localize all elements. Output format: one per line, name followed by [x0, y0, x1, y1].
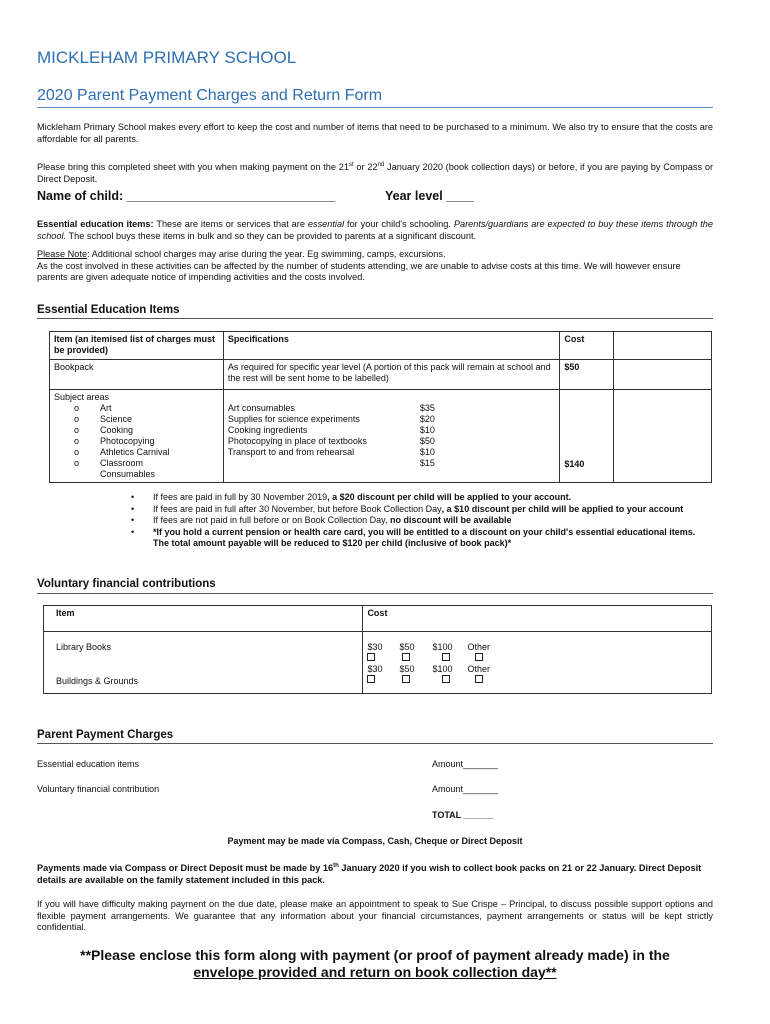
- payment-difficulty-note: If you will have difficulty making payment on the due date, please make an appointment to speak to Sue Crispe – Principal, to discuss possible support options and flexible payment arrangements. We guarantee that any information about your financial circumstances, payment arrangements or status will be kept strictly confidential.: [37, 899, 713, 932]
- charges-section-rule: [37, 743, 713, 744]
- col-cost-header: Cost: [560, 332, 614, 360]
- subject-list: o Art o Science o Cooking o Photocopying o Athletics Carnival o Classroom Consumables: [54, 403, 219, 480]
- essential-section-heading: Essential Education Items: [37, 304, 180, 316]
- bookpack-spec: As required for specific year level (A portion of this pack will remain at school and the rest will be sent home to be labelled): [223, 360, 560, 390]
- charges-section-heading: Parent Payment Charges: [37, 729, 174, 741]
- list-item: • If fees are not paid in full before or on Book Collection Day, no discount will be available: [153, 515, 708, 527]
- col-blank: [614, 332, 712, 360]
- fee-discount-list: [153, 492, 708, 550]
- buildings-other-checkbox[interactable]: [475, 675, 483, 683]
- table-row: [44, 632, 712, 694]
- essential-items-note: Essential education items: These are items or services that are essential for your child's schooling. Parents/guardians are expected to buy these items through the school. The school buys these items in bulk and so they can be provided to parents at a significant discount.: [37, 219, 713, 241]
- list-item: Athletics Carnival: [100, 447, 170, 457]
- col-spec-header: Specifications: [223, 332, 560, 360]
- subject-areas-cell: [50, 390, 224, 483]
- col-item-header: Item (an itemised list of charges must be provided): [50, 332, 224, 360]
- voluntary-section-heading: Voluntary financial contributions: [37, 578, 216, 590]
- list-item: Science: [100, 414, 133, 424]
- essential-section-rule: [37, 318, 713, 319]
- library-100-checkbox[interactable]: [442, 653, 450, 661]
- voluntary-options-cell: [363, 632, 712, 694]
- title-divider: [37, 107, 713, 108]
- voluntary-cost-header: Cost: [363, 606, 712, 632]
- voluntary-amount-label: Voluntary financial contribution: [37, 784, 160, 794]
- total-field[interactable]: TOTAL ______: [432, 810, 494, 820]
- voluntary-section-rule: [37, 593, 713, 594]
- bookpack-item: Bookpack: [50, 360, 224, 390]
- intro-paragraph-2: Please bring this completed sheet with you when making payment on the 21st or 22nd January 2020 (book collection days) or before, if you are paying by Compass or Direct Deposit.: [37, 162, 714, 184]
- voluntary-item-header: Item: [44, 606, 363, 632]
- essential-amount-label: Essential education items: [37, 759, 140, 769]
- list-item: Cooking: [100, 425, 134, 435]
- buildings-grounds-options: $30 $50 $100 Other: [367, 664, 707, 686]
- library-books-options: $30 $50 $100 Other: [367, 642, 707, 664]
- list-item: • If fees are paid in full by 30 November 2019, a $20 discount per child will be applied to your account.: [153, 492, 708, 504]
- library-books-label: Library Books: [56, 642, 112, 652]
- list-item: Photocopying: [100, 436, 155, 446]
- intro-paragraph-1: Mickleham Primary School makes every effort to keep the cost and number of items that need to be purchased to a minimum. We also try to ensure that the costs are affordable for all parents.: [37, 122, 713, 144]
- subject-specs-cell: Art consumables $35 Supplies for science experiments $20 Cooking ingredients $10 Photocopying in place of textbooks $50 Transport to and from rehearsal $10 $15: [223, 390, 560, 483]
- buildings-grounds-label: Buildings & Grounds: [56, 676, 139, 686]
- library-50-checkbox[interactable]: [402, 653, 410, 661]
- buildings-100-checkbox[interactable]: [442, 675, 450, 683]
- year-level-field[interactable]: Year level ____: [385, 189, 474, 203]
- table-row: [50, 390, 712, 483]
- subjects-blank: [614, 390, 712, 483]
- list-item: Classroom Consumables: [100, 458, 156, 479]
- payment-deadline: Payments made via Compass or Direct Deposit must be made by 16th January 2020 if you wish to collect book packs on 21 or 22 January. Direct Deposit details are available on the family statement included in this pack.: [37, 863, 702, 885]
- return-line-1: **Please enclose this form along with payment (or proof of payment already made) in the: [80, 947, 670, 963]
- library-other-checkbox[interactable]: [475, 653, 483, 661]
- table-row: [50, 360, 712, 390]
- voluntary-items-cell: [44, 632, 363, 694]
- buildings-50-checkbox[interactable]: [402, 675, 410, 683]
- payment-methods: Payment may be made via Compass, Cash, Cheque or Direct Deposit: [227, 836, 523, 846]
- voluntary-amount-field[interactable]: Amount_______: [432, 784, 499, 794]
- return-instructions: [37, 947, 713, 981]
- form-title: 2020 Parent Payment Charges and Return Form: [37, 87, 383, 104]
- subjects-total: $140: [560, 390, 614, 483]
- list-item: • *If you hold a current pension or health care card, you will be entitled to a discount on your child's essential educational items. The total amount payable will be reduced to $120 per child (inclusive of book pack)*: [153, 527, 708, 550]
- buildings-30-checkbox[interactable]: [367, 675, 375, 683]
- table-header-row: [50, 332, 712, 360]
- please-note: Please Note: Additional school charges may arise during the year. Eg swimming, camps, excursions. As the cost involved in these activities can be affected by the number of students attending, we are unable to advise costs at this time. We will however ensure parents are given adequate notice of impending activities and the costs involved.: [37, 249, 681, 282]
- bookpack-blank: [614, 360, 712, 390]
- essential-amount-field[interactable]: Amount_______: [432, 759, 499, 769]
- bookpack-cost: $50: [560, 360, 614, 390]
- return-line-2: envelope provided and return on book collection day**: [193, 964, 557, 980]
- subject-areas-label: Subject areas: [54, 392, 110, 402]
- voluntary-table: [43, 605, 712, 694]
- list-item: Art: [100, 403, 112, 413]
- essential-items-table: [49, 331, 712, 483]
- library-30-checkbox[interactable]: [367, 653, 375, 661]
- school-name: MICKLEHAM PRIMARY SCHOOL: [37, 48, 297, 67]
- child-name-field[interactable]: Name of child: ______________________________: [37, 189, 336, 203]
- list-item: • If fees are paid in full after 30 November, but before Book Collection Day, a $10 discount per child will be applied to your account: [153, 504, 708, 516]
